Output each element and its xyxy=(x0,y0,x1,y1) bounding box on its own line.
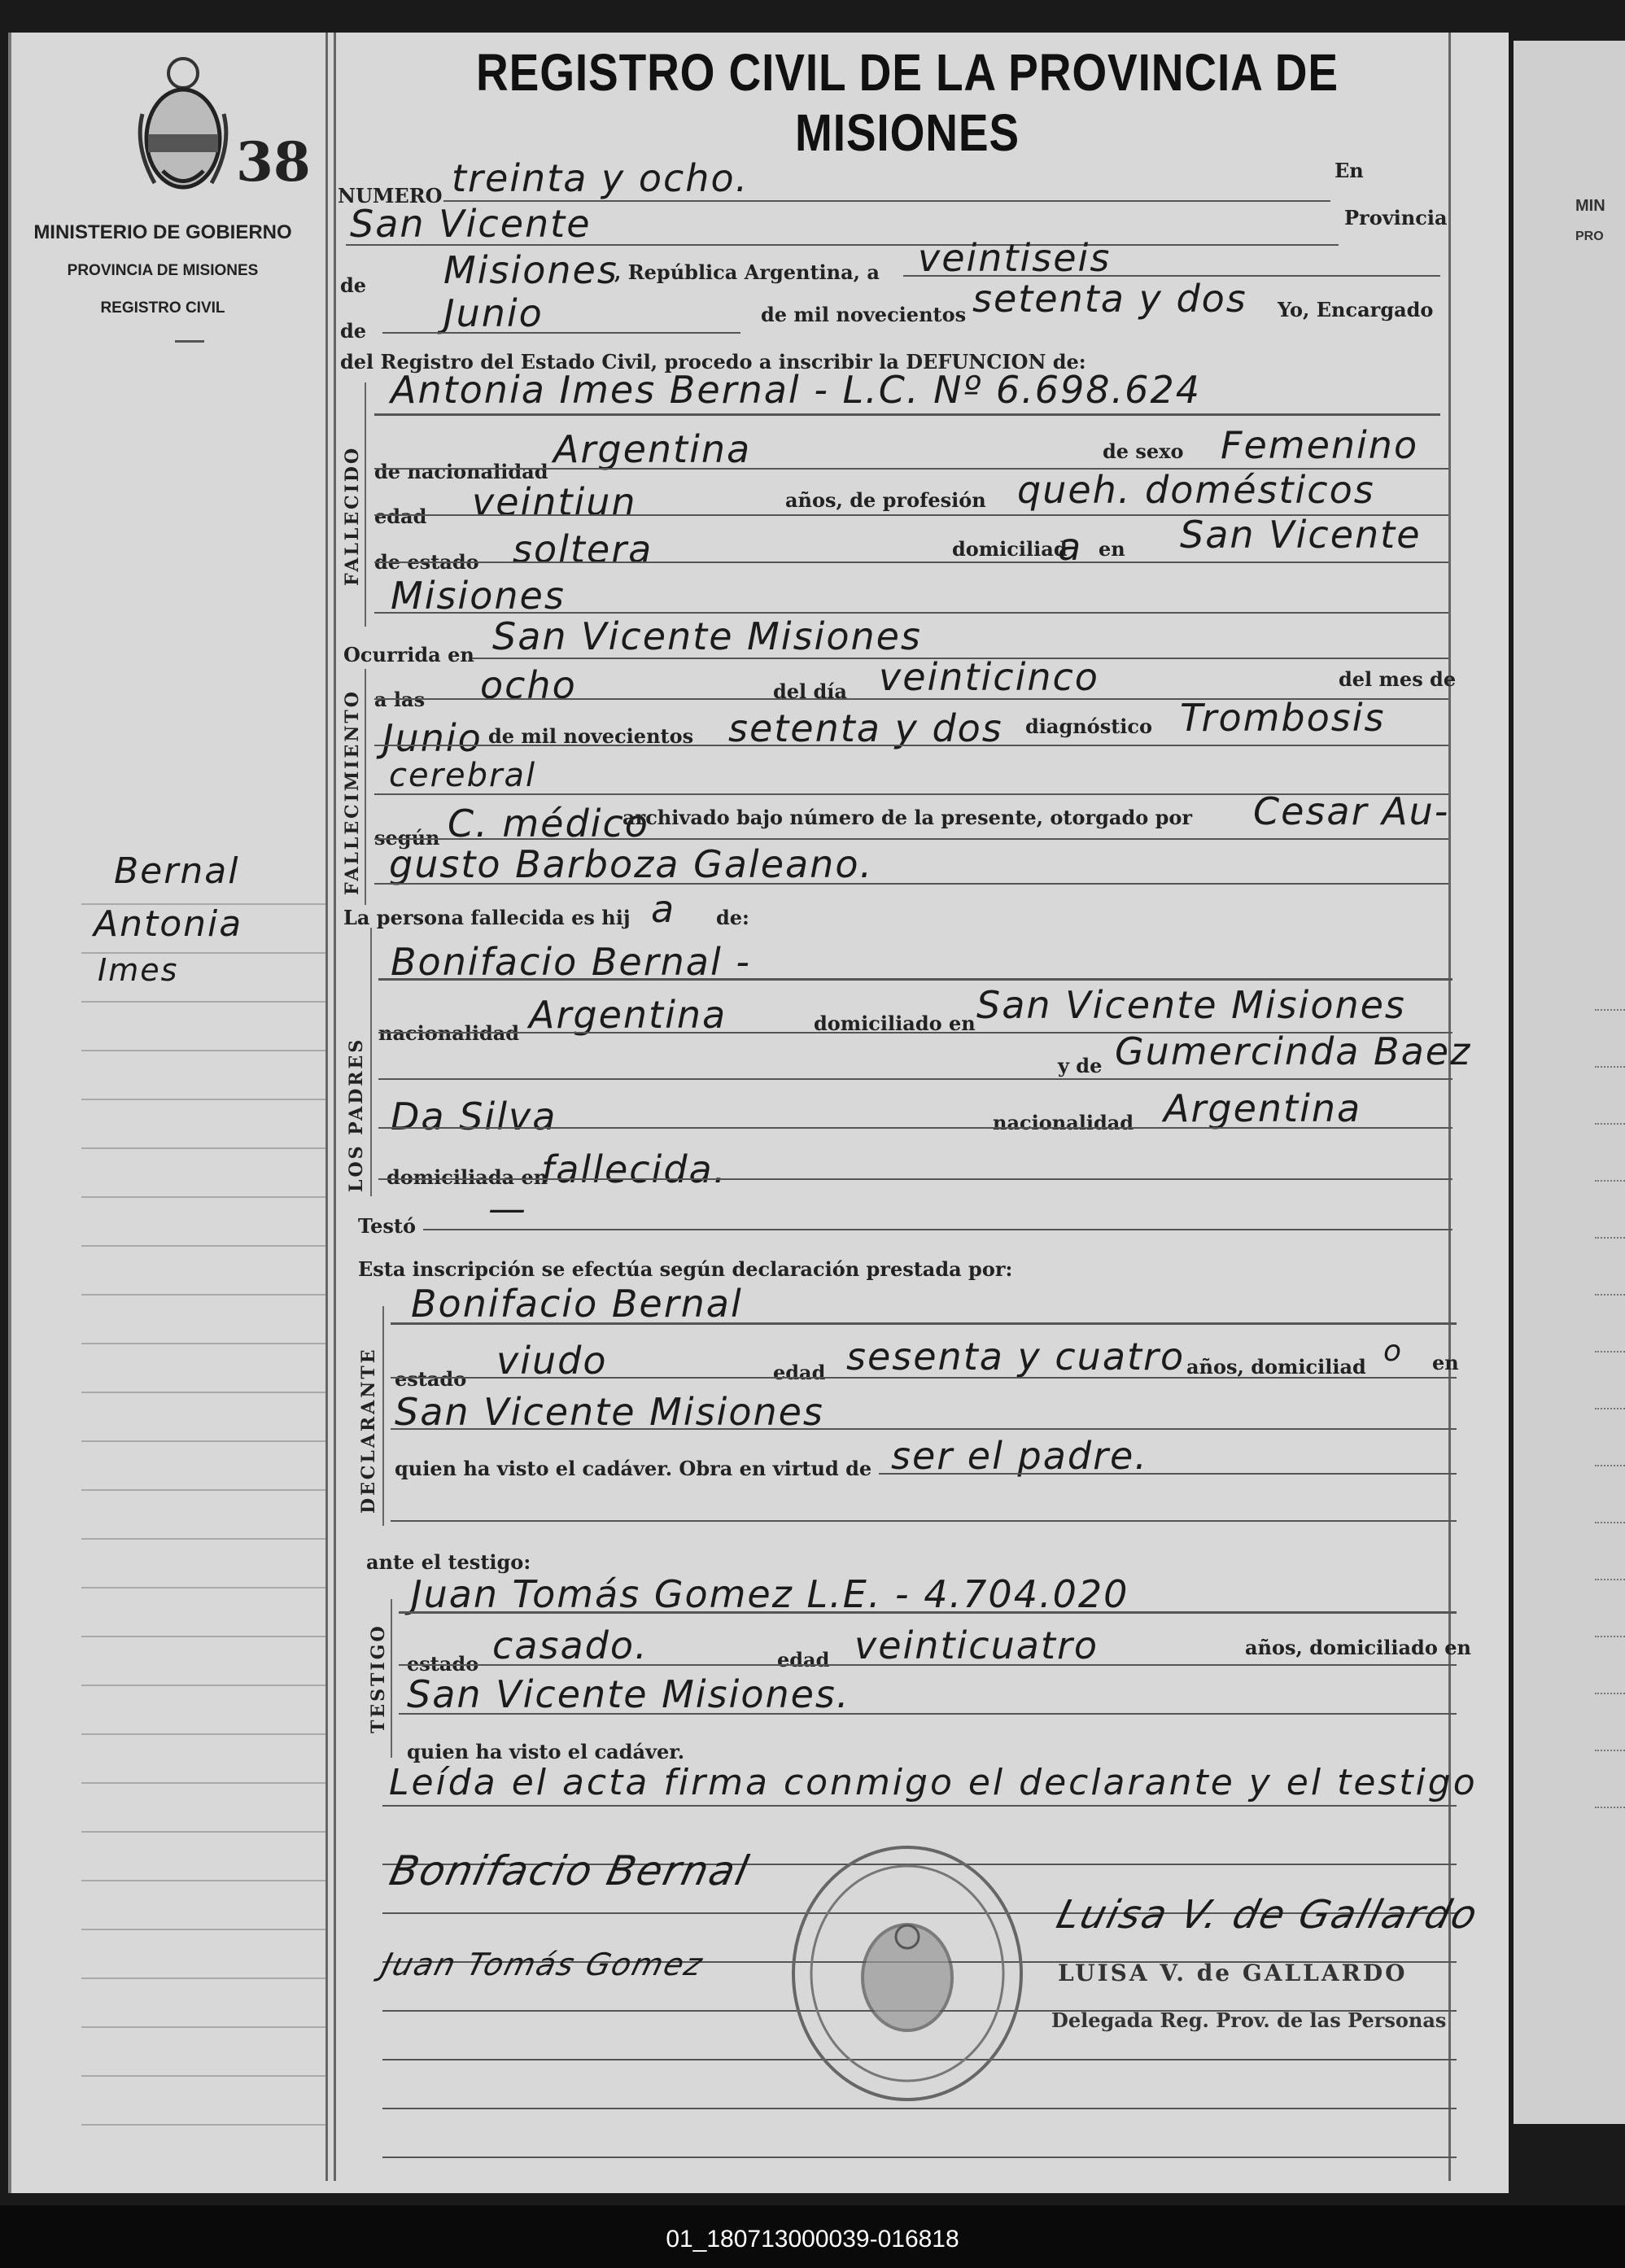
label-republica: , República Argentina, a xyxy=(614,260,880,284)
label-del-dia: del día xyxy=(773,680,847,703)
signature-declarante: Bonifacio Bernal xyxy=(385,1847,754,1894)
label-en: En xyxy=(1335,159,1364,182)
entry-edad: veintiun xyxy=(472,480,637,524)
page-right-border xyxy=(1448,33,1451,2181)
margin-note-surname: Bernal xyxy=(114,850,240,892)
label-del-registro: del Registro del Estado Civil, procedo a inscribir la DEFUNCION de: xyxy=(340,350,1086,374)
entry-testigo-estado: casado. xyxy=(492,1623,649,1667)
label-anios-domiciliado-testigo: años, domiciliado en xyxy=(1245,1636,1471,1659)
label-diagnostico: diagnóstico xyxy=(1025,714,1153,738)
section-fallecimiento: FALLECIMIENTO xyxy=(342,689,363,895)
entry-dia: veintiseis xyxy=(918,236,1112,280)
section-declarante: DECLARANTE xyxy=(358,1347,379,1514)
entry-lugar: San Vicente xyxy=(350,202,592,246)
entry-hora: ocho xyxy=(480,663,577,707)
label-nacionalidad-madre: nacionalidad xyxy=(993,1111,1134,1134)
header-dash xyxy=(175,340,204,343)
label-numero: NUMERO xyxy=(338,184,443,208)
label-domiciliad: domiciliad xyxy=(952,537,1068,561)
entry-declarante: Bonifacio Bernal xyxy=(411,1282,743,1326)
page-number: 38 xyxy=(236,130,311,194)
label-segun: según xyxy=(374,826,440,850)
province-label: PROVINCIA DE MISIONES xyxy=(67,262,259,279)
entry-diagnostico: Trombosis xyxy=(1180,696,1386,740)
label-de-1: de xyxy=(340,273,367,297)
entry-diagnostico-2: cerebral xyxy=(389,757,537,794)
left-margin xyxy=(49,33,325,2148)
entry-domicilio-2: Misiones xyxy=(391,574,566,618)
right-page-label-1: MIN xyxy=(1575,197,1605,215)
entry-testo: — xyxy=(488,1186,527,1230)
label-domiciliada-en: domiciliada en xyxy=(387,1165,548,1189)
signature-official: Luisa V. de Gallardo xyxy=(1052,1892,1483,1938)
label-anios-profesion: años, de profesión xyxy=(785,488,986,512)
official-title: Delegada Reg. Prov. de las Personas xyxy=(1051,2008,1447,2032)
label-archivado: archivado bajo número de la presente, otorgado por xyxy=(622,806,1193,829)
entry-estado: soltera xyxy=(513,527,653,571)
office-label: REGISTRO CIVIL xyxy=(100,299,225,317)
right-facing-page xyxy=(1514,41,1625,2124)
label-estado: de estado xyxy=(374,550,479,574)
entry-medico: Cesar Au- xyxy=(1253,789,1450,833)
label-yo: Yo, Encargado xyxy=(1278,298,1434,321)
section-padres: LOS PADRES xyxy=(346,1037,367,1192)
entry-declarante-edad: sesenta y cuatro xyxy=(846,1335,1186,1379)
label-persona-hij: La persona fallecida es hij xyxy=(343,906,631,929)
label-nacionalidad-padre: nacionalidad xyxy=(378,1021,520,1045)
entry-domicilio-suffix: a xyxy=(1058,525,1083,569)
entry-ocurrida: San Vicente Misiones xyxy=(492,614,922,658)
label-en-domicilio: en xyxy=(1099,537,1125,561)
entry-padre: Bonifacio Bernal - xyxy=(391,940,751,984)
right-page-label-2: PRO xyxy=(1575,229,1604,243)
entry-nacionalidad: Argentina xyxy=(553,427,752,471)
document-title: REGISTRO CIVIL DE LA PROVINCIA DE MISIONES xyxy=(476,43,1339,162)
entry-anio: setenta y dos xyxy=(972,277,1247,321)
entry-numero: treinta y ocho. xyxy=(452,156,749,200)
label-quien-visto: quien ha visto el cadáver. Obra en virtud de xyxy=(395,1457,872,1480)
label-de-colon: de: xyxy=(716,906,749,929)
label-nacionalidad: de nacionalidad xyxy=(374,460,548,483)
entry-mes-fallecimiento: Junio xyxy=(382,716,483,760)
entry-declarante-suffix: o xyxy=(1383,1335,1404,1368)
label-ante-testigo: ante el testigo: xyxy=(366,1550,531,1574)
label-a-las: a las xyxy=(374,688,426,711)
national-coat-of-arms-icon xyxy=(130,49,236,203)
label-quien-visto-testigo: quien ha visto el cadáver. xyxy=(407,1740,685,1763)
official-seal-stamp xyxy=(785,1839,1029,2108)
label-de-mil: de mil novecientos xyxy=(761,303,967,326)
signature-testigo: Juan Tomás Gomez xyxy=(378,1947,708,1982)
entry-sexo: Femenino xyxy=(1221,423,1419,467)
margin-divider-2 xyxy=(334,33,336,2181)
entry-medico-2: gusto Barboza Galeano. xyxy=(389,842,874,886)
entry-padre-domicilio: San Vicente Misiones xyxy=(976,983,1406,1027)
margin-note-second-name: Imes xyxy=(98,952,179,988)
entry-declarante-virtud: ser el padre. xyxy=(891,1434,1148,1478)
entry-testigo: Juan Tomás Gomez L.E. - 4.704.020 xyxy=(411,1572,1129,1616)
entry-provincia: Misiones xyxy=(443,248,618,292)
label-ocurrida: Ocurrida en xyxy=(343,643,474,666)
label-provincia: Provincia xyxy=(1344,206,1448,229)
entry-madre-2: Da Silva xyxy=(391,1095,557,1138)
entry-testigo-edad: veinticuatro xyxy=(854,1623,1099,1667)
official-name: LUISA V. de GALLARDO xyxy=(1058,1960,1408,1986)
entry-declarante-estado: viudo xyxy=(496,1339,608,1383)
entry-madre: Gumercinda Baez xyxy=(1115,1029,1472,1073)
entry-hij-suffix: a xyxy=(651,887,676,931)
label-y-de: y de xyxy=(1058,1054,1103,1077)
entry-mes: Junio xyxy=(443,291,544,335)
entry-dia-fallecimiento: veinticinco xyxy=(879,655,1099,699)
entry-profesion: queh. domésticos xyxy=(1017,468,1375,512)
margin-note-given-name: Antonia xyxy=(94,903,243,945)
image-filename: 01_180713000039-016818 xyxy=(666,2226,959,2253)
label-testo: Testó xyxy=(358,1214,416,1238)
entry-certificado: C. médico xyxy=(448,802,649,846)
label-estado-testigo: estado xyxy=(407,1652,479,1676)
section-testigo: TESTIGO xyxy=(368,1623,389,1733)
section-fallecido: FALLECIDO xyxy=(342,445,363,586)
entry-nombre: Antonia Imes Bernal - L.C. Nº 6.698.624 xyxy=(391,368,1201,412)
entry-declarante-domicilio: San Vicente Misiones xyxy=(395,1390,824,1434)
label-de-2: de xyxy=(340,319,367,343)
label-de-mil-2: de mil novecientos xyxy=(488,724,694,748)
ministry-label: MINISTERIO DE GOBIERNO xyxy=(33,221,292,243)
label-edad-declarante: edad xyxy=(773,1361,826,1384)
entry-cierre: Leída el acta firma conmigo el declarante y el testigo xyxy=(389,1762,1478,1803)
margin-divider xyxy=(325,33,328,2181)
entry-domicilio: San Vicente xyxy=(1180,513,1422,557)
label-anios-domiciliad: años, domiciliad xyxy=(1186,1355,1366,1379)
label-edad-testigo: edad xyxy=(777,1648,830,1672)
label-inscripcion: Esta inscripción se efectúa según declaración prestada por: xyxy=(358,1257,1013,1281)
label-domiciliado-en: domiciliado en xyxy=(814,1012,976,1035)
label-del-mes: del mes de xyxy=(1339,667,1457,691)
label-edad: edad xyxy=(374,505,427,528)
label-estado-declarante: estado xyxy=(395,1367,467,1391)
entry-madre-nacionalidad: Argentina xyxy=(1164,1086,1362,1130)
entry-testigo-domicilio: San Vicente Misiones. xyxy=(407,1672,850,1716)
entry-madre-domicilio: fallecida. xyxy=(541,1147,727,1191)
entry-padre-nacionalidad: Argentina xyxy=(529,993,727,1037)
label-sexo: de sexo xyxy=(1103,439,1184,463)
label-en-declarante: en xyxy=(1432,1351,1459,1374)
entry-anio-fallecimiento: setenta y dos xyxy=(728,706,1003,750)
